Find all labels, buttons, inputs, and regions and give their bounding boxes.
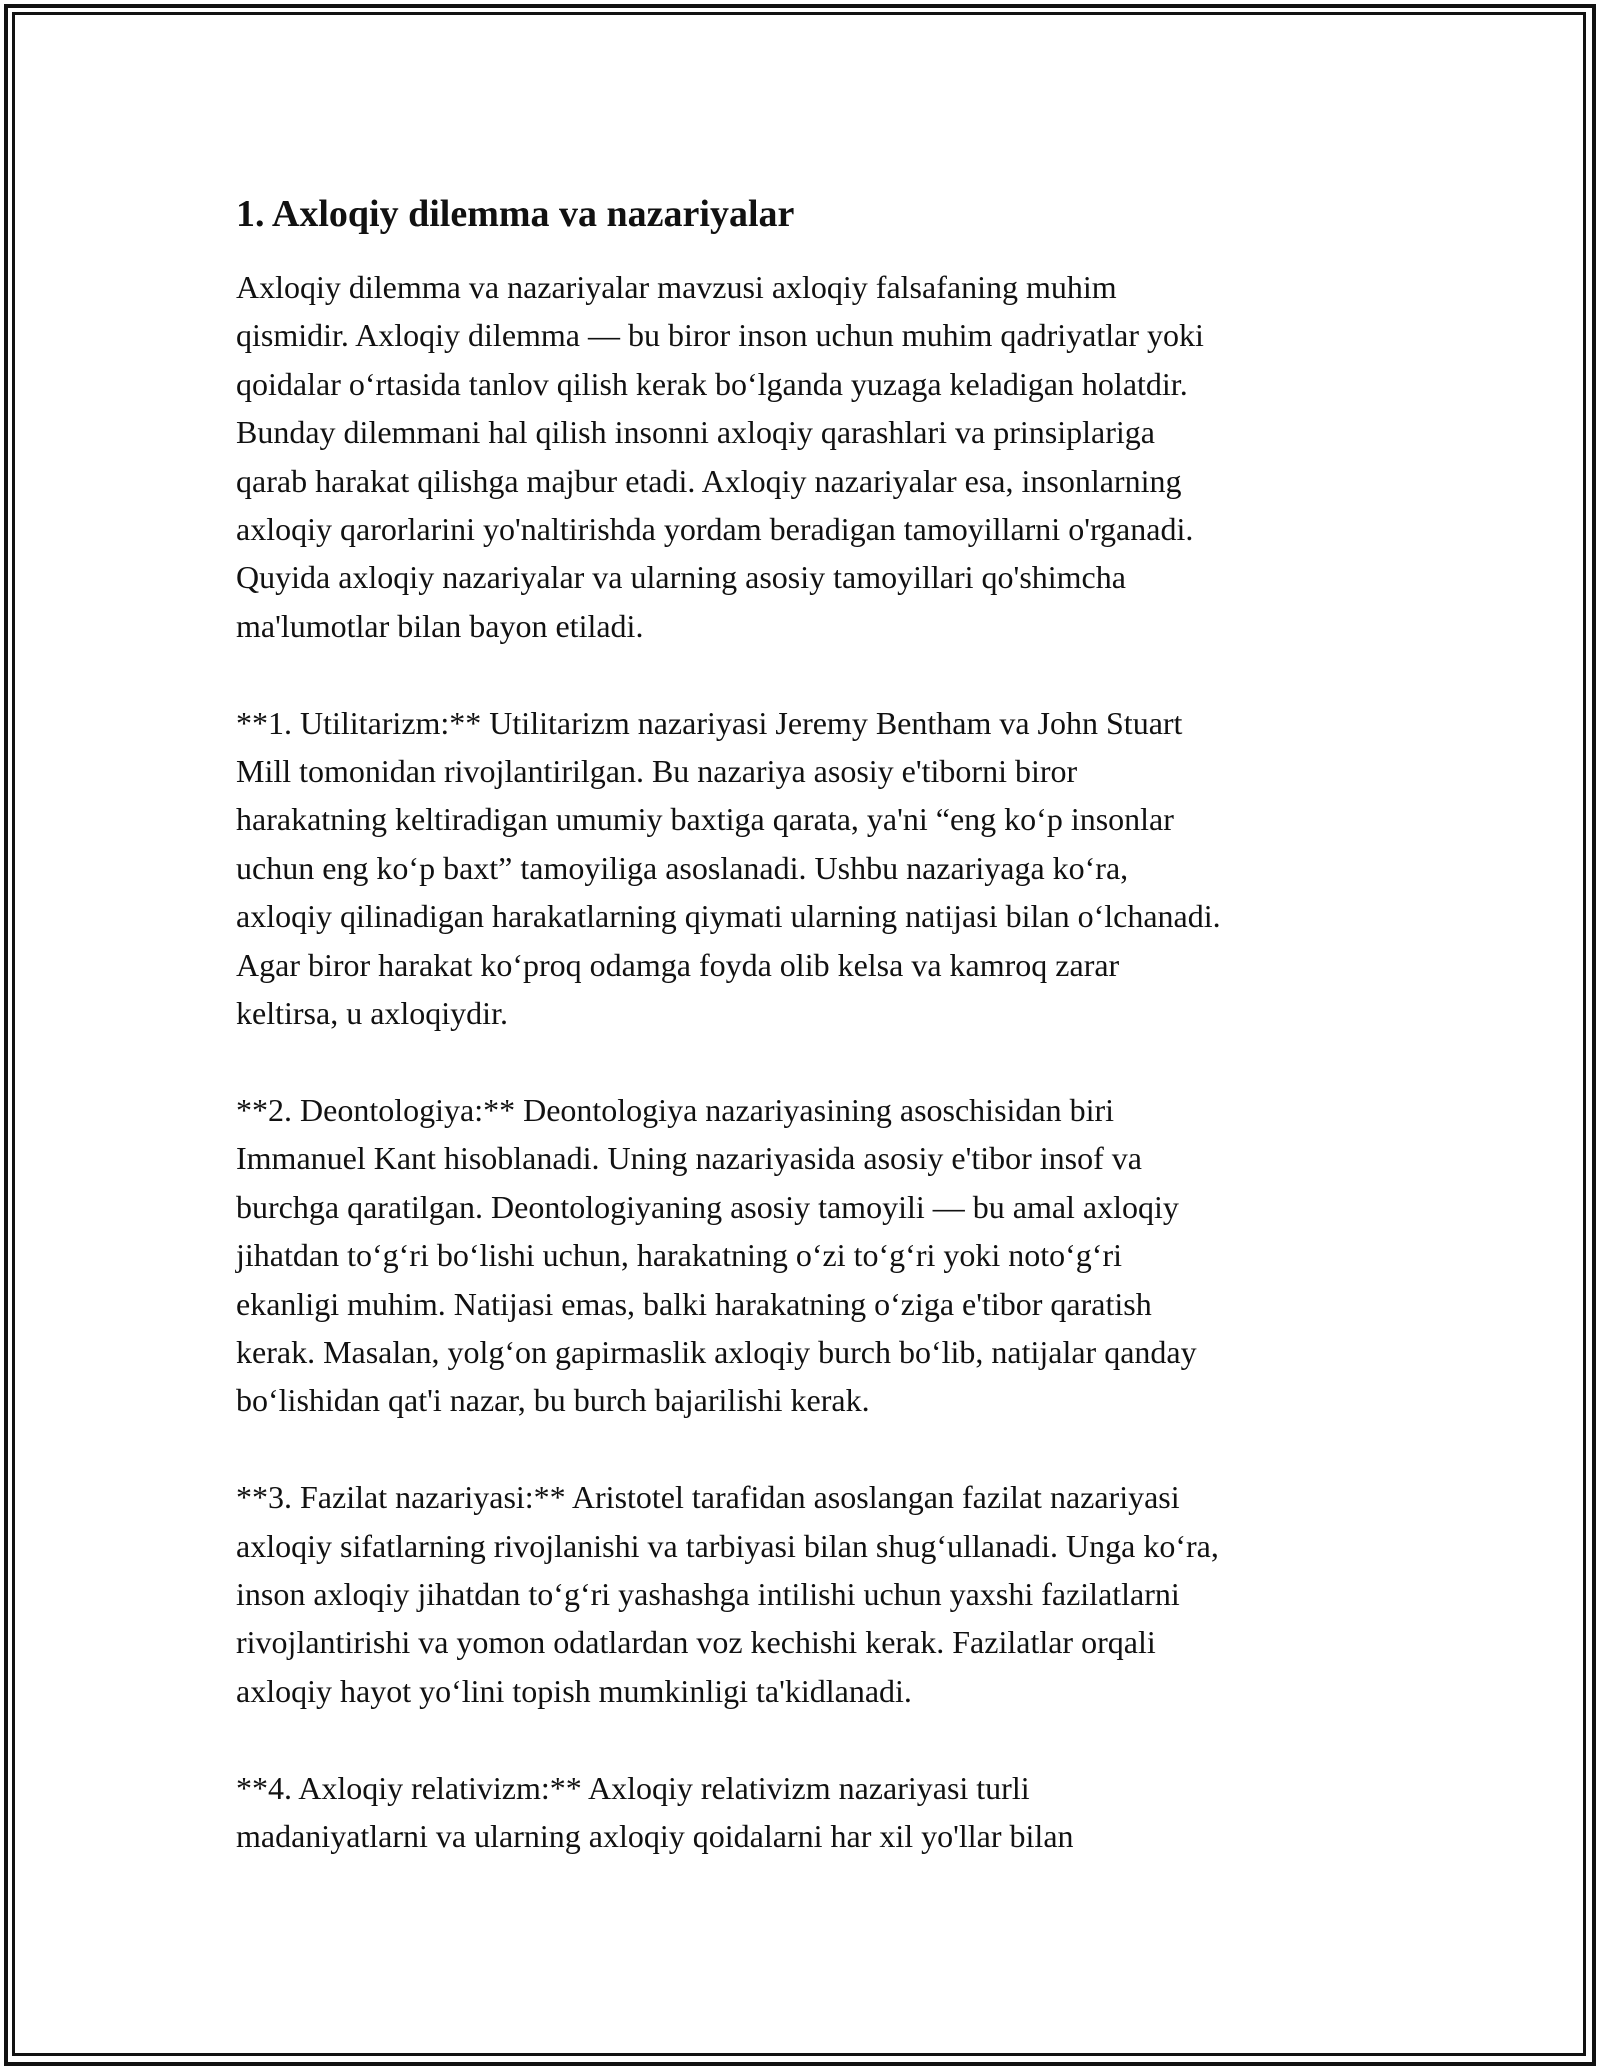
paragraph-utilitarizm: **1. Utilitarizm:** Utilitarizm nazariyasi Jeremy Bentham va John Stuart Mill tomonidan rivojlantirilgan. Bu nazariya asosiy e'tiborni biror harakatning keltiradigan umumiy baxtiga qarata, ya'ni “eng koʻp insonlar uchun eng koʻp baxt” tamoyiliga asoslanadi. Ushbu nazariyaga koʻra, axloqiy qilinadigan harakatlarning qiymati ularning natijasi bilan oʻlchanadi. Agar biror harakat koʻproq odamga foyda olib kelsa va kamroq zarar keltirsa, u axloqiydir. xyxy=(236,704,1221,1032)
section-heading: 1. Axloqiy dilemma va nazariyalar xyxy=(236,193,795,235)
paragraph-fazilat: **3. Fazilat nazariyasi:** Aristotel tarafidan asoslangan fazilat nazariyasi axloqiy sifatlarning rivojlanishi va tarbiyasi bilan shugʻullanadi. Unga koʻra, inson axloqiy jihatdan toʻgʻri yashashga intilishi uchun yaxshi fazilatlarni rivojlantirishi va yomon odatlardan voz kechishi kerak. Fazilatlar orqali axloqiy hayot yoʻlini topish mumkinligi ta'kidlanadi. xyxy=(236,1479,1219,1709)
paragraph-relativizm: **4. Axloqiy relativizm:** Axloqiy relativizm nazariyasi turli madaniyatlarni va ularning axloqiy qoidalarni har xil yo'llar bilan xyxy=(236,1769,1074,1854)
paragraph-deontologiya: **2. Deontologiya:** Deontologiya nazariyasining asoschisidan biri Immanuel Kant hisoblanadi. Uning nazariyasida asosiy e'tibor insof va burchga qaratilgan. Deontologiyaning asosiy tamoyili — bu amal axloqiy jihatdan toʻgʻri boʻlishi uchun, harakatning oʻzi toʻgʻri yoki notoʻgʻri ekanligi muhim. Natijasi emas, balki harakatning oʻziga e'tibor qaratish kerak. Masalan, yolgʻon gapirmaslik axloqiy burch boʻlib, natijalar qanday boʻlishidan qat'i nazar, bu burch bajarilishi kerak. xyxy=(236,1091,1197,1419)
document-body xyxy=(236,185,1376,1909)
paragraph-intro: Axloqiy dilemma va nazariyalar mavzusi axloqiy falsafaning muhim qismidir. Axloqiy dilemma — bu biror inson uchun muhim qadriyatlar yoki qoidalar oʻrtasida tanlov qilish kerak boʻlganda yuzaga keladigan holatdir. Bunday dilemmani hal qilish insonni axloqiy qarashlari va prinsiplariga qarab harakat qilishga majbur etadi. Axloqiy nazariyalar esa, insonlarning axloqiy qarorlarini yo'naltirishda yordam beradigan tamoyillarni o'rganadi. Quyida axloqiy nazariyalar va ularning asosiy tamoyillari qo'shimcha ma'lumotlar bilan bayon etiladi. xyxy=(236,269,1204,644)
